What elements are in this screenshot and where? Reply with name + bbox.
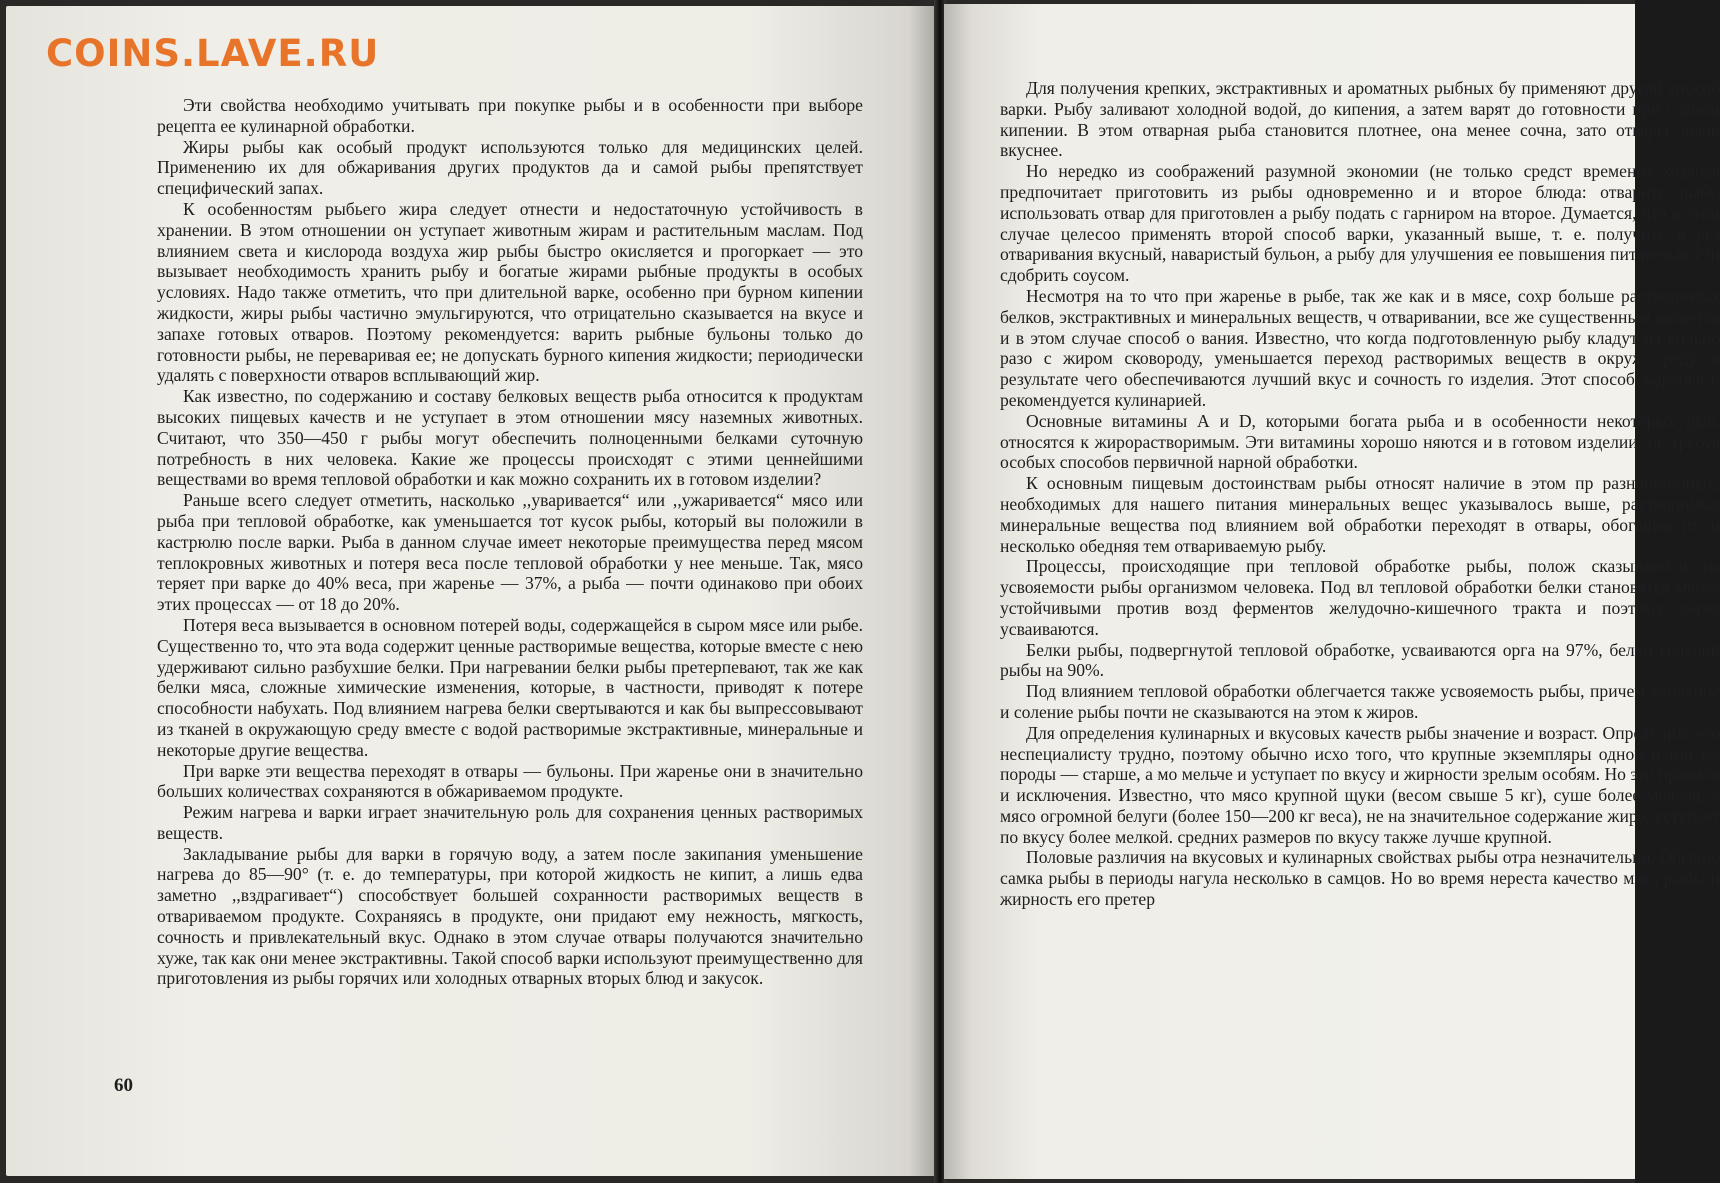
right-page (944, 4, 1720, 1179)
paragraph: Режим нагрева и варки играет значительную роль для сохранения ценных растворимых веществ. (157, 802, 863, 843)
paragraph: Несмотря на то что при жаренье в рыбе, так же как и в мясе, сохр больше растворимых белков, экстрактивных и минеральных веществ, ч отваривании, все же существенным является и в этом случае способ о вания. Известно, что когда подготовленную рыбу кладут на сильно разо с жиром сковороду, уменьшается переход растворимых веществ в окруж среду, в результате чего обеспечиваются лучший вкус и сочность го изделия. Этот способ жаренья и рекомендуется кулинарией. (1000, 285, 1720, 410)
paragraph: Эти свойства необходимо учитывать при покупке рыбы и в особенности при выборе рецепта ее кулинарной обработки. (157, 95, 863, 136)
right-page-text (1000, 78, 1720, 910)
page-number: 60 (114, 1075, 133, 1096)
paragraph: Жиры рыбы как особый продукт используются только для медицинских целей. Применению их для обжаривания других продуктов да и самой рыбы препятствует специфический запах. (157, 136, 863, 199)
paragraph: При варке эти вещества переходят в отвары — бульоны. При жаренье они в значительно больших количествах сохраняются в обжариваемом продукте. (157, 760, 863, 802)
paragraph: Процессы, происходящие при тепловой обработке рыбы, полож сказываются на усвояемости рыбы организмом человека. Под вл тепловой обработки белки становятся менее устойчивыми против возд ферментов желудочно-кишечного тракта и поэтому легче усваиваются. (1000, 556, 1720, 639)
left-page (6, 6, 936, 1176)
paragraph: Половые различия на вкусовых и кулинарных свойствах рыбы отра незначительно. Обычно самка рыбы в периоды нагула несколько в самцов. Но во время нереста качество мяса рыбы и жирность его претер (1000, 847, 1720, 910)
paragraph: Раньше всего следует отметить, насколько ,,уваривается“ или ,,ужаривается“ мясо или рыба при тепловой обработке, как уменьшается тот кусок рыбы, который вы положили в кастрюлю после варки. Рыба в данном случае имеет некоторые преимущества перед мясом теплокровных животных и потеря веса после тепловой обработки у нее меньше. Так, мясо теряет при варке до 40% веса, при жаренье — 37%, а рыба — почти одинаково при обоих этих процессах — от 18 до 20%. (157, 490, 863, 615)
paragraph: К основным пищевым достоинствам рыбы относят наличие в этом пр разнообразных, необходимых для нашего питания минеральных вещес указывалось выше, растворимые минеральные вещества под влиянием вой обработки переходят в отвары, обогащая их и несколько обедняя тем отвариваемую рыбу. (1000, 473, 1720, 556)
left-page-text (157, 95, 863, 989)
paragraph: К особенностям рыбьего жира следует отнести и недостаточную устойчивость в хранении. В этом отношении он уступает животным жирам и растительным маслам. Под влиянием света и кислорода воздуха жир рыбы быстро окисляется и прогоркает — это вызывает необходимость хранить рыбу и богатые жирами рыбные продукты в особых условиях. Надо также отметить, что при длительной варке, особенно при бурном кипении жидкости, жиры рыбы частично эмульгируются, что отрицательно сказывается на вкусе и запахе готовых отваров. Поэтому рекомендуется: варить рыбные бульоны только до готовности рыбы, не переваривая ее; не допускать бурного кипения жидкости; периодически удалять с поверхности отваров всплывающий жир. (157, 198, 863, 386)
paragraph: Под влиянием тепловой обработки облегчается также усвояемость рыбы, причем копчение и соление рыбы почти не сказываются на этом к жиров. (1000, 681, 1720, 722)
paragraph: Основные витамины А и D, которыми богата рыба и в особенности некоторых рыб, относятся к жирорастворимым. Эти витамины хорошо няются и в готовом изделии, не требуя особых способов первичной нарной обработки. (1000, 410, 1720, 473)
paragraph: Для получения крепких, экстрактивных и ароматных рыбных бу применяют другой способ варки. Рыбу заливают холодной водой, до кипения, а затем варят до готовности при слабом кипении. В этом отварная рыба становится плотнее, она менее сочна, зато отвары значи вкуснее. (1000, 78, 1720, 161)
paragraph: Закладывание рыбы для варки в горячую воду, а затем после закипания уменьшение нагрева до 85—90° (т. е. до температуры, при которой жидкость не кипит, а лишь едва заметно ,,вздрагивает“) способствует большей сохранности растворимых веществ в отвариваемом продукте. Сохраняясь в продукте, они придают ему нежность, мягкость, сочность и привлекательный вкус. Однако в этом случае отвары получаются значительно хуже, так как они менее экстрактивны. Такой способ варки используют преимущественно для приготовления из рыбы горячих или холодных отварных вторых блюд и закусок. (157, 843, 863, 989)
paragraph: Для определения кулинарных и вкусовых качеств рыбы значение и возраст. Определить его неспециалисту трудно, поэтому обычно исхо того, что крупные экземпляры одной и той же породы — старше, а мо мельче и уступает по вкусу и жирности зрелым особям. Но это правило и исключения. Известно, что мясо крупной щуки (весом свыше 5 кг), суше более мелкой, а мясо огромной белуги (более 150—200 кг веса), не на значительное содержание жира, уступает по вкусу более мелкой. средних размеров по вкусу также лучше крупной. (1000, 722, 1720, 847)
watermark: COINS.LAVE.RU (46, 32, 380, 75)
paragraph: Но нередко из соображений разумной экономии (не только средст времени) хозяйка предпочитает приготовить из рыбы одновременно и и второе блюда: отварить рыбу, использовать отвар для приготовлен а рыбу подать с гарниром на второе. Думается, что в этом случае целесоо применять второй способ варки, указанный выше, т. е. получить в рез отваривания вкусный, наваристый бульон, а рыбу для улучшения ее повышения питательности сдобрить соусом. (1000, 161, 1720, 286)
paragraph: Белки рыбы, подвергнутой тепловой обработке, усваиваются орга на 97%, белки соленой рыбы на 90%. (1000, 639, 1720, 681)
paragraph: Потеря веса вызывается в основном потерей воды, содержащейся в сыром мясе или рыбе. Существенно то, что эта вода содержит ценные растворимые вещества, которые вместе с нею удерживают сильно разбухшие белки. При нагревании белки рыбы претерпевают, так же как белки мяса, сложные химические изменения, которые, в частности, приводят к потере способности набухать. Под влиянием нагрева белки свертываются и как бы выпрессовывают из тканей в окружающую среду вместе с водой растворимые экстрактивные, минеральные и некоторые другие вещества. (157, 614, 863, 760)
paragraph: Как известно, по содержанию и составу белковых веществ рыба относится к продуктам высоких пищевых качеств и не уступает в этом отношении мясу наземных животных. Считают, что 350—450 г рыбы могут обеспечить полноценными белками суточную потребность в них человека. Какие же процессы происходят с этими ценнейшими веществами во время тепловой обработки и как можно сохранить их в готовом изделии? (157, 386, 863, 490)
